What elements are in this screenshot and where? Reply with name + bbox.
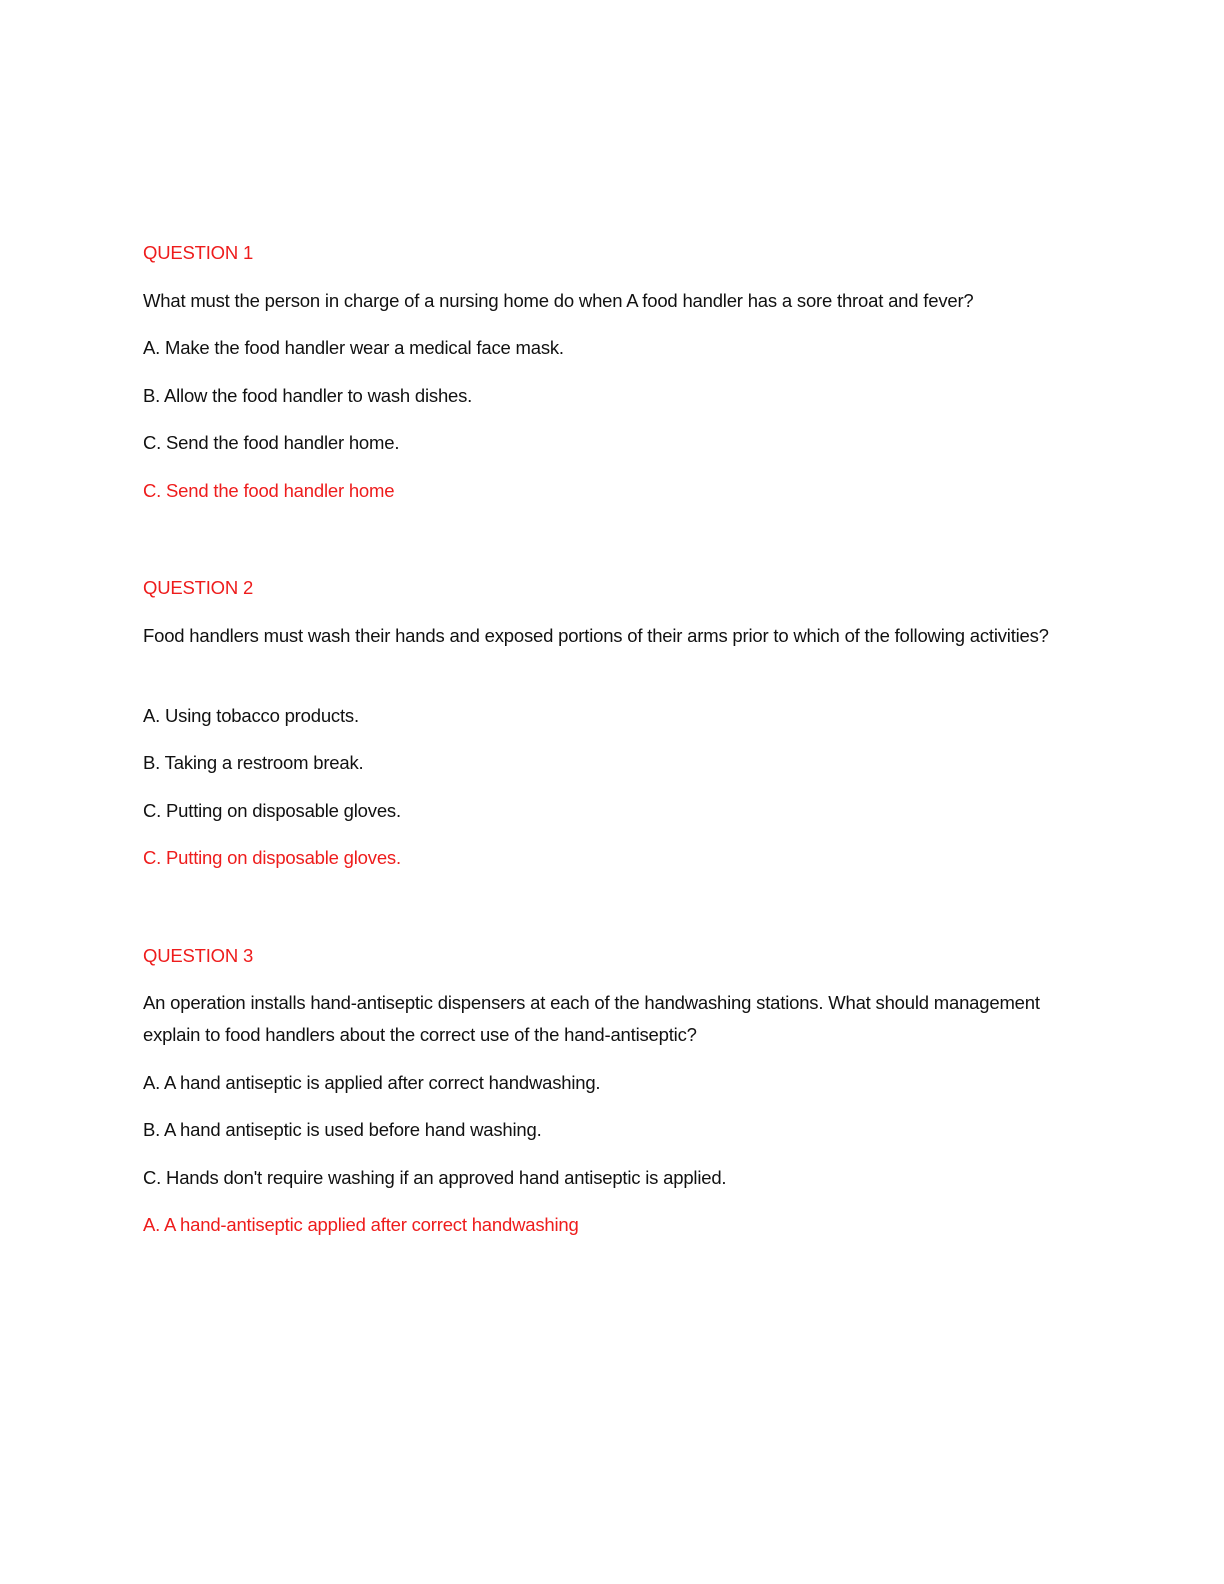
question-2-prompt: Food handlers must wash their hands and exposed portions of their arms prior to which of the following activities? — [143, 625, 1049, 646]
question-1-option-b: B. Allow the food handler to wash dishes. — [143, 385, 473, 406]
question-1-option-a: A. Make the food handler wear a medical face mask. — [143, 337, 564, 358]
question-3-option-b: B. A hand antiseptic is used before hand washing. — [143, 1119, 542, 1140]
question-1-heading: QUESTION 1 — [143, 242, 254, 263]
question-3-option-c: C. Hands don't require washing if an approved hand antiseptic is applied. — [143, 1167, 727, 1188]
question-1-answer: C. Send the food handler home — [143, 480, 395, 501]
question-2-option-a: A. Using tobacco products. — [143, 705, 359, 726]
question-3-heading: QUESTION 3 — [143, 945, 254, 966]
question-2-answer: C. Putting on disposable gloves. — [143, 847, 401, 868]
question-2-option-b: B. Taking a restroom break. — [143, 752, 364, 773]
question-3-option-a: A. A hand antiseptic is applied after correct handwashing. — [143, 1072, 601, 1093]
question-2-heading: QUESTION 2 — [143, 577, 254, 598]
question-2-option-c: C. Putting on disposable gloves. — [143, 800, 401, 821]
question-3-answer: A. A hand-antiseptic applied after correct handwashing — [143, 1214, 579, 1235]
question-3-prompt: An operation installs hand-antiseptic dispensers at each of the handwashing stations. What should management explain to food handlers about the correct use of the hand-antiseptic? — [143, 992, 1040, 1045]
question-1-option-c: C. Send the food handler home. — [143, 432, 400, 453]
question-1-prompt: What must the person in charge of a nursing home do when A food handler has a sore throat and fever? — [143, 290, 974, 311]
